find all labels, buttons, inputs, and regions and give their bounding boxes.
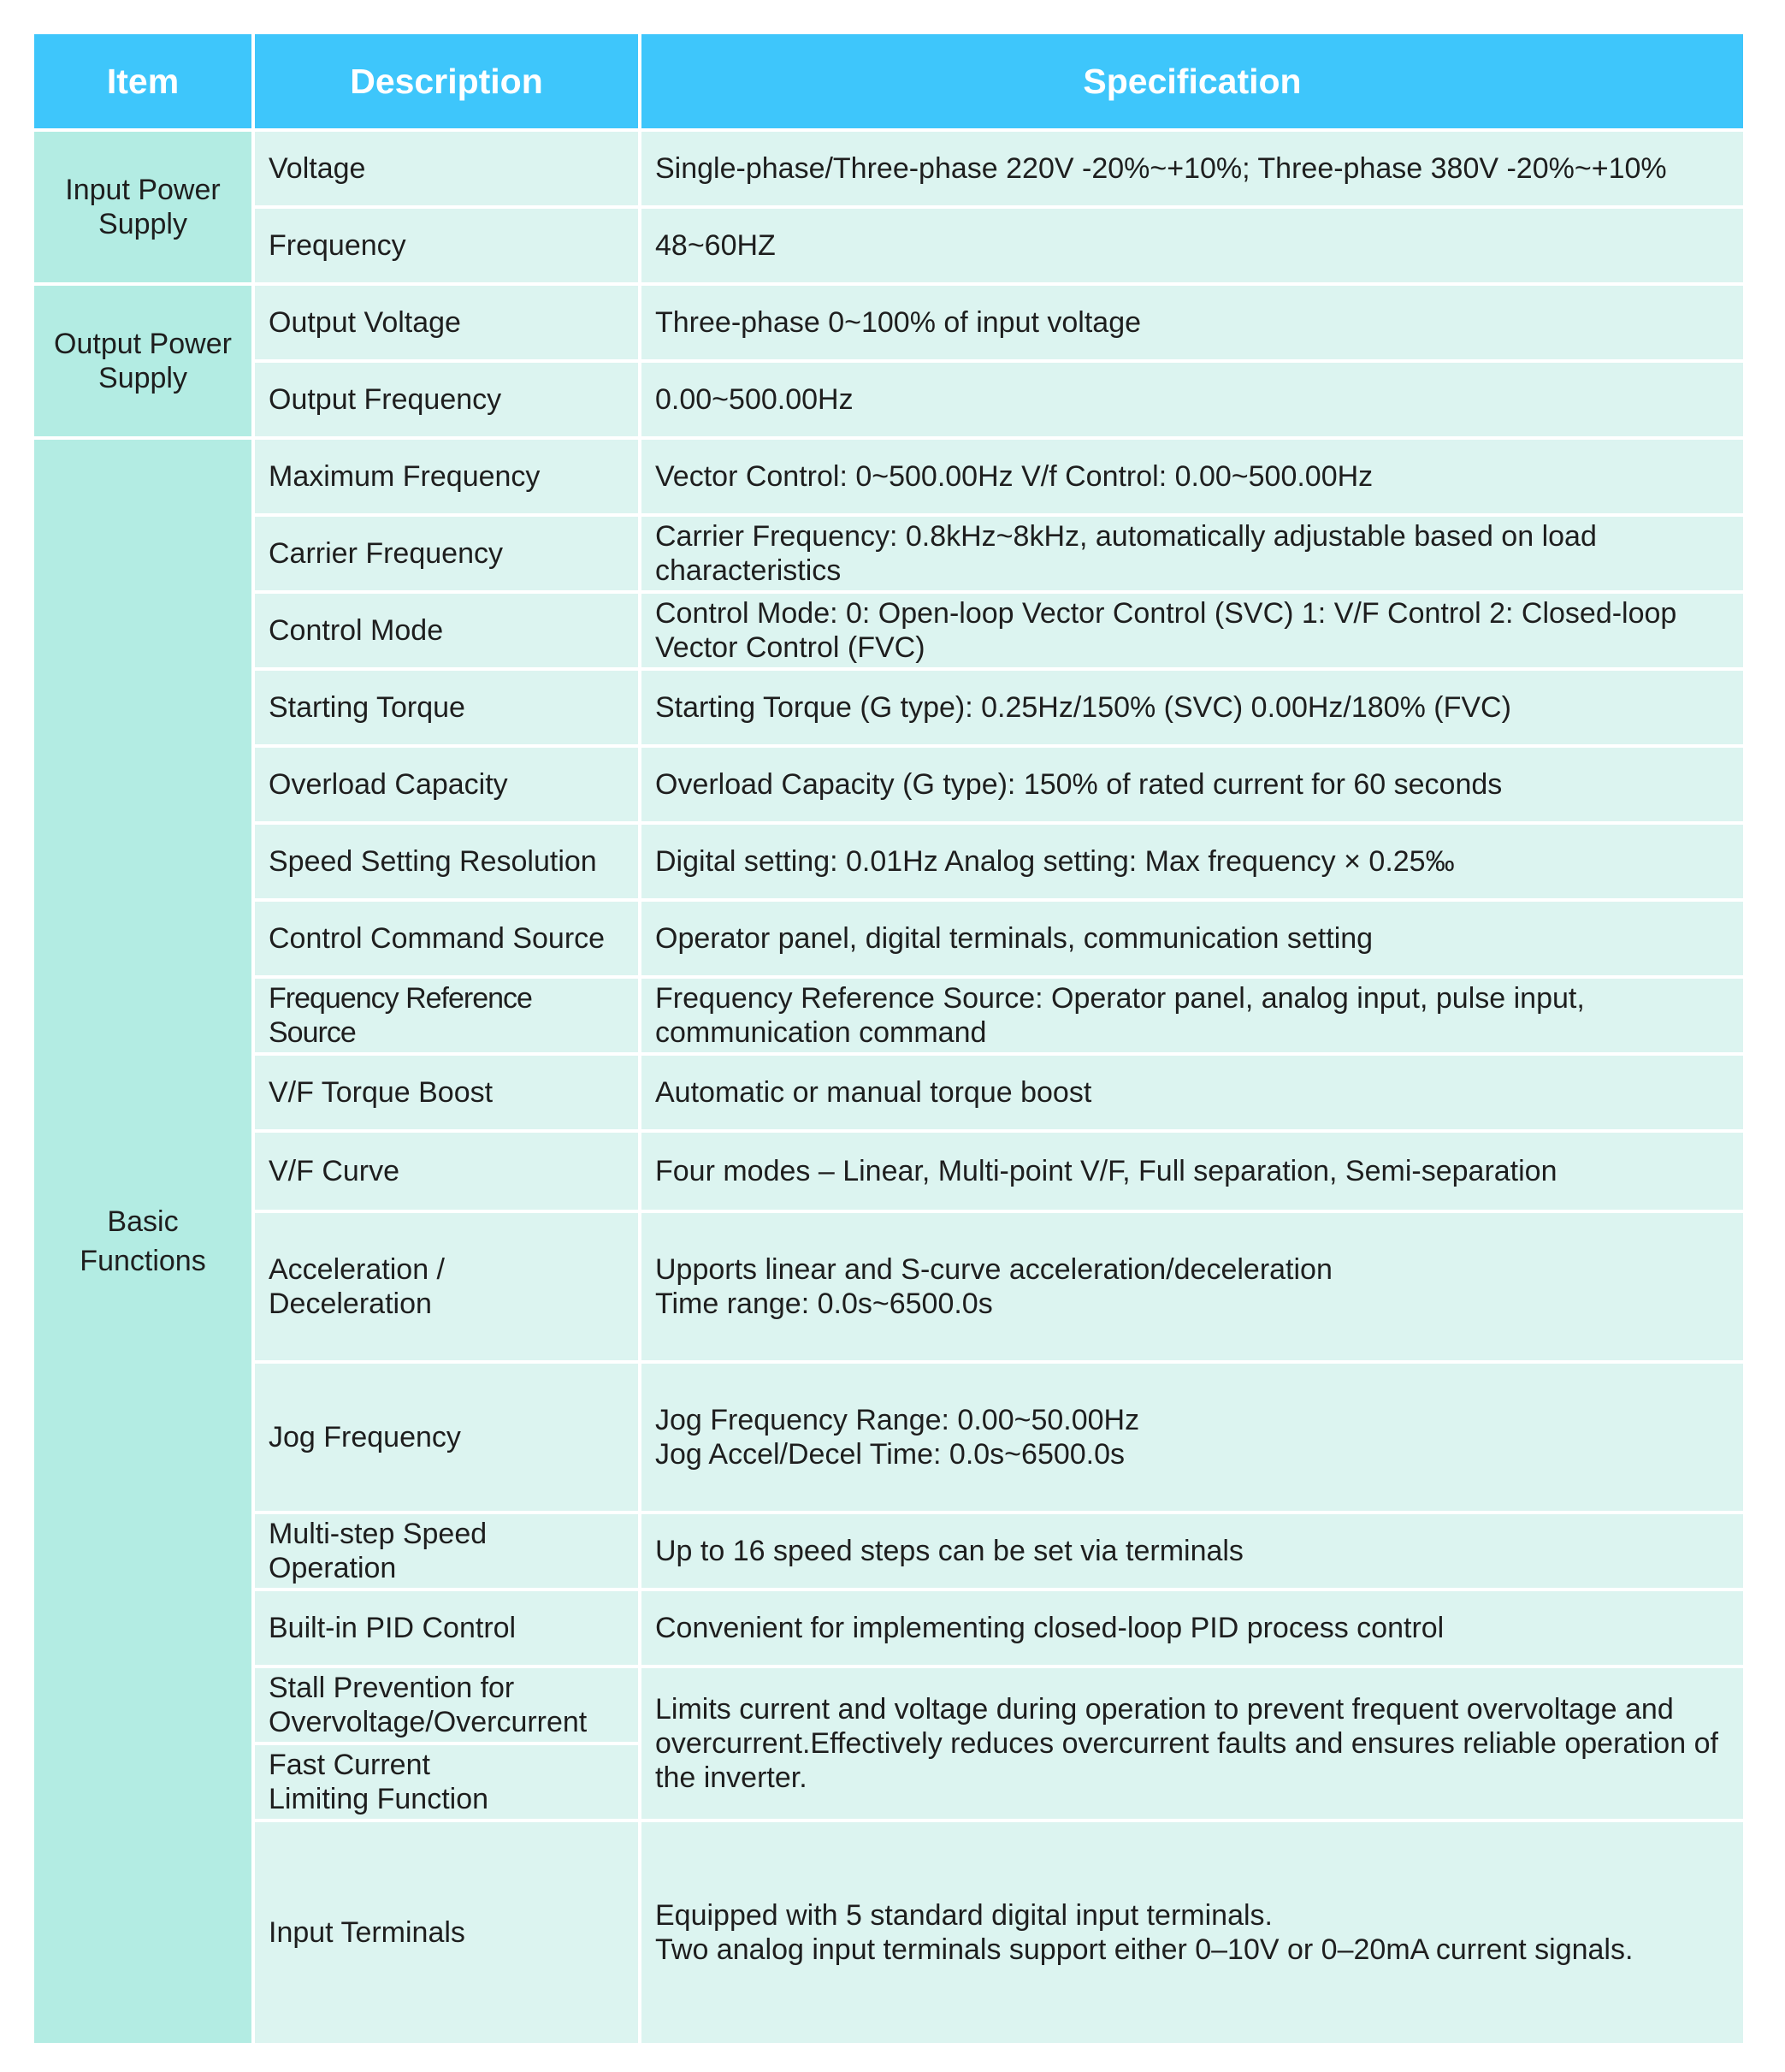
table-row — [34, 1591, 1743, 1665]
group-item-label: Output Power Supply — [54, 328, 232, 394]
table-row — [34, 594, 1743, 667]
header-item: Item — [34, 34, 251, 128]
row-description: Fast Current Limiting Function — [255, 1745, 638, 1819]
table-row — [34, 748, 1743, 821]
row-description: Carrier Frequency — [255, 517, 638, 590]
row-specification: Convenient for implementing closed-loop PID process control — [641, 1591, 1743, 1665]
table-row — [34, 825, 1743, 898]
row-description: Input Terminals — [255, 1822, 638, 2043]
table-row — [34, 209, 1743, 282]
group-item-label: Basic Functions — [80, 1205, 206, 1277]
table-row — [34, 1364, 1743, 1511]
table-row — [34, 1213, 1743, 1360]
row-description: V/F Curve — [255, 1133, 638, 1210]
row-description: Starting Torque — [255, 671, 638, 744]
row-description: V/F Torque Boost — [255, 1056, 638, 1129]
table-row — [34, 979, 1743, 1052]
row-specification: Starting Torque (G type): 0.25Hz/150% (SVC) 0.00Hz/180% (FVC) — [641, 671, 1743, 744]
table-row — [34, 1056, 1743, 1129]
table-row — [34, 132, 1743, 205]
row-specification: Single-phase/Three-phase 220V -20%~+10%; Three-phase 380V -20%~+10% — [641, 132, 1743, 205]
group-item-output-power — [34, 286, 251, 436]
row-specification: Digital setting: 0.01Hz Analog setting: Max frequency × 0.25‰ — [641, 825, 1743, 898]
group-item-basic-functions — [34, 440, 251, 2043]
table-row — [34, 1822, 1743, 2043]
row-specification: Upports linear and S-curve acceleration/deceleration Time range: 0.0s~6500.0s — [641, 1213, 1743, 1360]
row-description: Output Frequency — [255, 363, 638, 436]
row-description: Built-in PID Control — [255, 1591, 638, 1665]
row-description: Speed Setting Resolution — [255, 825, 638, 898]
table-row — [34, 1668, 1743, 1742]
table-row — [34, 440, 1743, 513]
row-description: Output Voltage — [255, 286, 638, 359]
row-description: Control Command Source — [255, 902, 638, 975]
table-row — [34, 363, 1743, 436]
row-specification: Four modes – Linear, Multi-point V/F, Full separation, Semi-separation — [641, 1133, 1743, 1210]
header-specification: Specification — [641, 34, 1743, 128]
table-row — [34, 517, 1743, 590]
header-description: Description — [255, 34, 638, 128]
row-specification: 0.00~500.00Hz — [641, 363, 1743, 436]
table-row — [34, 1133, 1743, 1210]
row-description: Frequency — [255, 209, 638, 282]
spec-table — [31, 31, 1747, 2046]
group-item-label: Input Power Supply — [65, 174, 221, 240]
row-specification: Carrier Frequency: 0.8kHz~8kHz, automatically adjustable based on load characteristics — [641, 517, 1743, 590]
row-description: Maximum Frequency — [255, 440, 638, 513]
row-description: Frequency Reference Source — [255, 979, 638, 1052]
row-specification: Vector Control: 0~500.00Hz V/f Control: 0.00~500.00Hz — [641, 440, 1743, 513]
row-specification: 48~60HZ — [641, 209, 1743, 282]
row-description: Multi-step Speed Operation — [255, 1514, 638, 1588]
row-description: Jog Frequency — [255, 1364, 638, 1511]
row-description: Stall Prevention for Overvoltage/Overcurrent — [255, 1668, 638, 1742]
table-row — [34, 1514, 1743, 1588]
row-specification: Three-phase 0~100% of input voltage — [641, 286, 1743, 359]
table-row — [34, 286, 1743, 359]
row-specification: Equipped with 5 standard digital input terminals. Two analog input terminals support either 0–10V or 0–20mA current signals. — [641, 1822, 1743, 2043]
row-description: Control Mode — [255, 594, 638, 667]
row-description: Voltage — [255, 132, 638, 205]
group-item-input-power — [34, 132, 251, 282]
header-row — [34, 34, 1743, 128]
row-specification: Operator panel, digital terminals, communication setting — [641, 902, 1743, 975]
table-row — [34, 671, 1743, 744]
row-specification: Frequency Reference Source: Operator panel, analog input, pulse input, communication command — [641, 979, 1743, 1052]
row-specification: Up to 16 speed steps can be set via terminals — [641, 1514, 1743, 1588]
row-specification: Overload Capacity (G type): 150% of rated current for 60 seconds — [641, 748, 1743, 821]
table-row — [34, 902, 1743, 975]
row-description: Acceleration / Deceleration — [255, 1213, 638, 1360]
row-description: Overload Capacity — [255, 748, 638, 821]
row-specification: Automatic or manual torque boost — [641, 1056, 1743, 1129]
row-specification: Jog Frequency Range: 0.00~50.00Hz Jog Accel/Decel Time: 0.0s~6500.0s — [641, 1364, 1743, 1511]
row-specification: Control Mode: 0: Open-loop Vector Control (SVC) 1: V/F Control 2: Closed-loop Vector Control (FVC) — [641, 594, 1743, 667]
row-specification: Limits current and voltage during operation to prevent frequent overvoltage and overcurrent.Effectively reduces overcurrent faults and ensures reliable operation of the inverter. — [641, 1668, 1743, 1819]
